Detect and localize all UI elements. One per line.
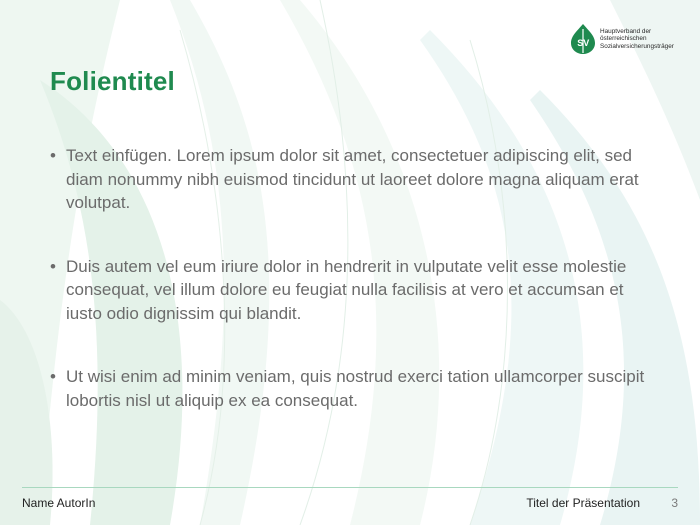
bullet-dot: • (50, 256, 56, 276)
footer-author: Name AutorIn (22, 496, 96, 510)
logo-line-2: österreichischen (600, 35, 647, 43)
bullet-text: Ut wisi enim ad minim veniam, quis nostrud exerci tation ullamcorper suscipit lobortis nisl ut aliquip ex ea consequat. (66, 367, 645, 410)
bullet-text: Duis autem vel eum iriure dolor in hendrerit in vulputate velit esse molestie consequat, vel illum dolore eu feugiat nulla facilisis at vero et accumsan et iusto odio dignissim qui blandit. (66, 256, 627, 323)
logo-mark-s: SV (577, 38, 590, 48)
bullet-item (47, 144, 647, 215)
logo-line-1: Hauptverband der (600, 27, 652, 35)
footer-presentation-title: Titel der Präsentation (526, 496, 640, 510)
footer-divider (22, 487, 678, 488)
footer-page-number: 3 (671, 496, 678, 510)
bullet-item (47, 365, 647, 412)
bullet-text: Text einfügen. Lorem ipsum dolor sit amet, consectetuer adipiscing elit, sed diam nonummy nibh euismod tincidunt ut laoreet dolore magna aliquam erat volutpat. (66, 146, 639, 212)
sv-leaf-logo-icon (570, 23, 596, 55)
bullet-item (47, 255, 647, 326)
sv-logo (570, 22, 680, 56)
bullet-dot: • (50, 146, 56, 165)
bullet-dot: • (50, 367, 56, 386)
logo-text (600, 28, 674, 51)
bullet-list (47, 144, 647, 452)
slide-title: Folientitel (50, 66, 175, 96)
logo-line-3: Sozialversicherungsträger (600, 42, 674, 50)
